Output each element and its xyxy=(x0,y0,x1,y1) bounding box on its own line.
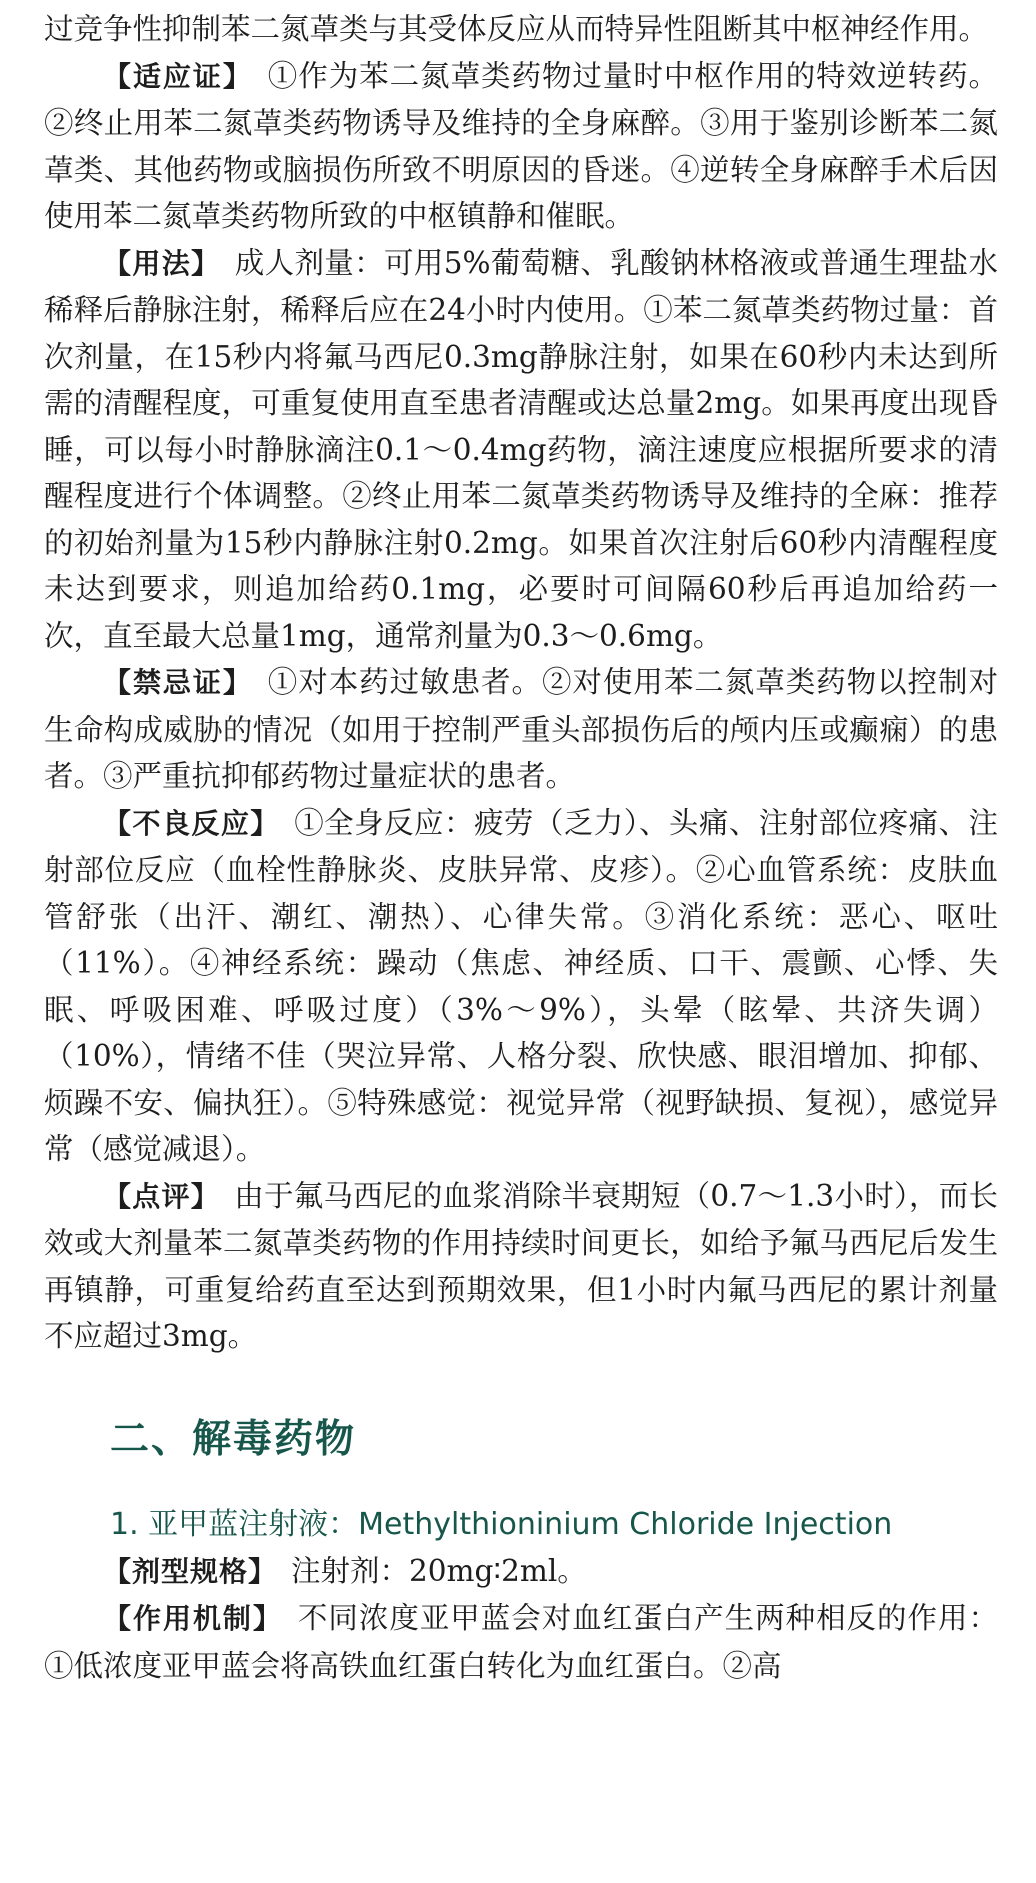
contraindications-label: 【禁忌证】 xyxy=(103,666,253,699)
indications-paragraph xyxy=(44,53,998,240)
dosage-form-text: 注射剂：20mg∶2ml。 xyxy=(291,1553,587,1588)
mechanism-label: 【作用机制】 xyxy=(103,1602,283,1635)
document-page xyxy=(44,6,998,1689)
contraindications-text: ①对本药过敏患者。②对使用苯二氮䓬类药物以控制对生命构成威胁的情况（如用于控制严重头部损伤后的颅内压或癫痫）的患者。③严重抗抑郁药物过量症状的患者。 xyxy=(44,665,998,793)
usage-label: 【用法】 xyxy=(103,246,221,280)
intro-paragraph xyxy=(44,6,998,53)
commentary-paragraph xyxy=(44,1173,998,1360)
indications-text: ①作为苯二氮䓬类药物过量时中枢作用的特效逆转药。②终止用苯二氮䓬类药物诱导及维持的全身麻醉。③用于鉴别诊断苯二氮䓬类、其他药物或脑损伤所致不明原因的昏迷。④逆转全身麻醉手术后因使用苯二氮䓬类药物所致的中枢镇静和催眠。 xyxy=(44,58,998,233)
drug-title: 1. 亚甲蓝注射液：Methylthioninium Chloride Injection xyxy=(110,1506,893,1542)
mechanism-paragraph xyxy=(44,1595,998,1689)
usage-text: 成人剂量：可用5%葡萄糖、乳酸钠林格液或普通生理盐水稀释后静脉注射，稀释后应在24小时内使用。①苯二氮䓬类药物过量：首次剂量，在15秒内将氟马西尼0.3mg静脉注射，如果在60秒内未达到所需的清醒程度，可重复使用直至患者清醒或达总量2mg。如果再度出现昏睡，可以每小时静脉滴注0.1～0.4mg药物，滴注速度应根据所要求的清醒程度进行个体调整。②终止用苯二氮䓬类药物诱导及维持的全麻：推荐的初始剂量为15秒内静脉注射0.2mg。如果首次注射后60秒内清醒程度未达到要求，则追加给药0.1mg，必要时可间隔60秒后再追加给药一次，直至最大总量1mg，通常剂量为0.3～0.6mg。 xyxy=(44,245,998,653)
adverse-reactions-label: 【不良反应】 xyxy=(103,806,280,840)
intro-text: 过竞争性抑制苯二氮䓬类与其受体反应从而特异性阻断其中枢神经作用。 xyxy=(44,12,989,46)
indications-label: 【适应证】 xyxy=(103,59,253,93)
commentary-text: 由于氟马西尼的血浆消除半衰期短（0.7～1.3小时），而长效或大剂量苯二氮䓬类药物的作用持续时间更长，如给予氟马西尼后发生再镇静，可重复给药直至达到预期效果，但1小时内氟马西尼的累计剂量不应超过3mg。 xyxy=(44,1178,998,1353)
contraindications-paragraph xyxy=(44,659,998,800)
dosage-form-label: 【剂型规格】 xyxy=(103,1554,278,1588)
usage-paragraph xyxy=(44,240,998,660)
adverse-reactions-paragraph xyxy=(44,800,998,1173)
commentary-label: 【点评】 xyxy=(103,1179,221,1213)
mechanism-text: 不同浓度亚甲蓝会对血红蛋白产生两种相反的作用：①低浓度亚甲蓝会将高铁血红蛋白转化为血红蛋白。②高 xyxy=(44,1601,998,1683)
section-heading: 二、解毒药物 xyxy=(110,1416,357,1462)
dosage-form-paragraph xyxy=(44,1548,998,1596)
adverse-reactions-text: ①全身反应：疲劳（乏力）、头痛、注射部位疼痛、注射部位反应（血栓性静脉炎、皮肤异常、皮疹）。②心血管系统：皮肤血管舒张（出汗、潮红、潮热）、心律失常。③消化系统：恶心、呕吐（11%）。④神经系统：躁动（焦虑、神经质、口干、震颤、心悸、失眠、呼吸困难、呼吸过度）（3%～9%），头晕（眩晕、共济失调）（10%），情绪不佳（哭泣异常、人格分裂、欣快感、眼泪增加、抑郁、烦躁不安、偏执狂）。⑤特殊感觉：视觉异常（视野缺损、复视），感觉异常（感觉减退）。 xyxy=(44,805,998,1166)
